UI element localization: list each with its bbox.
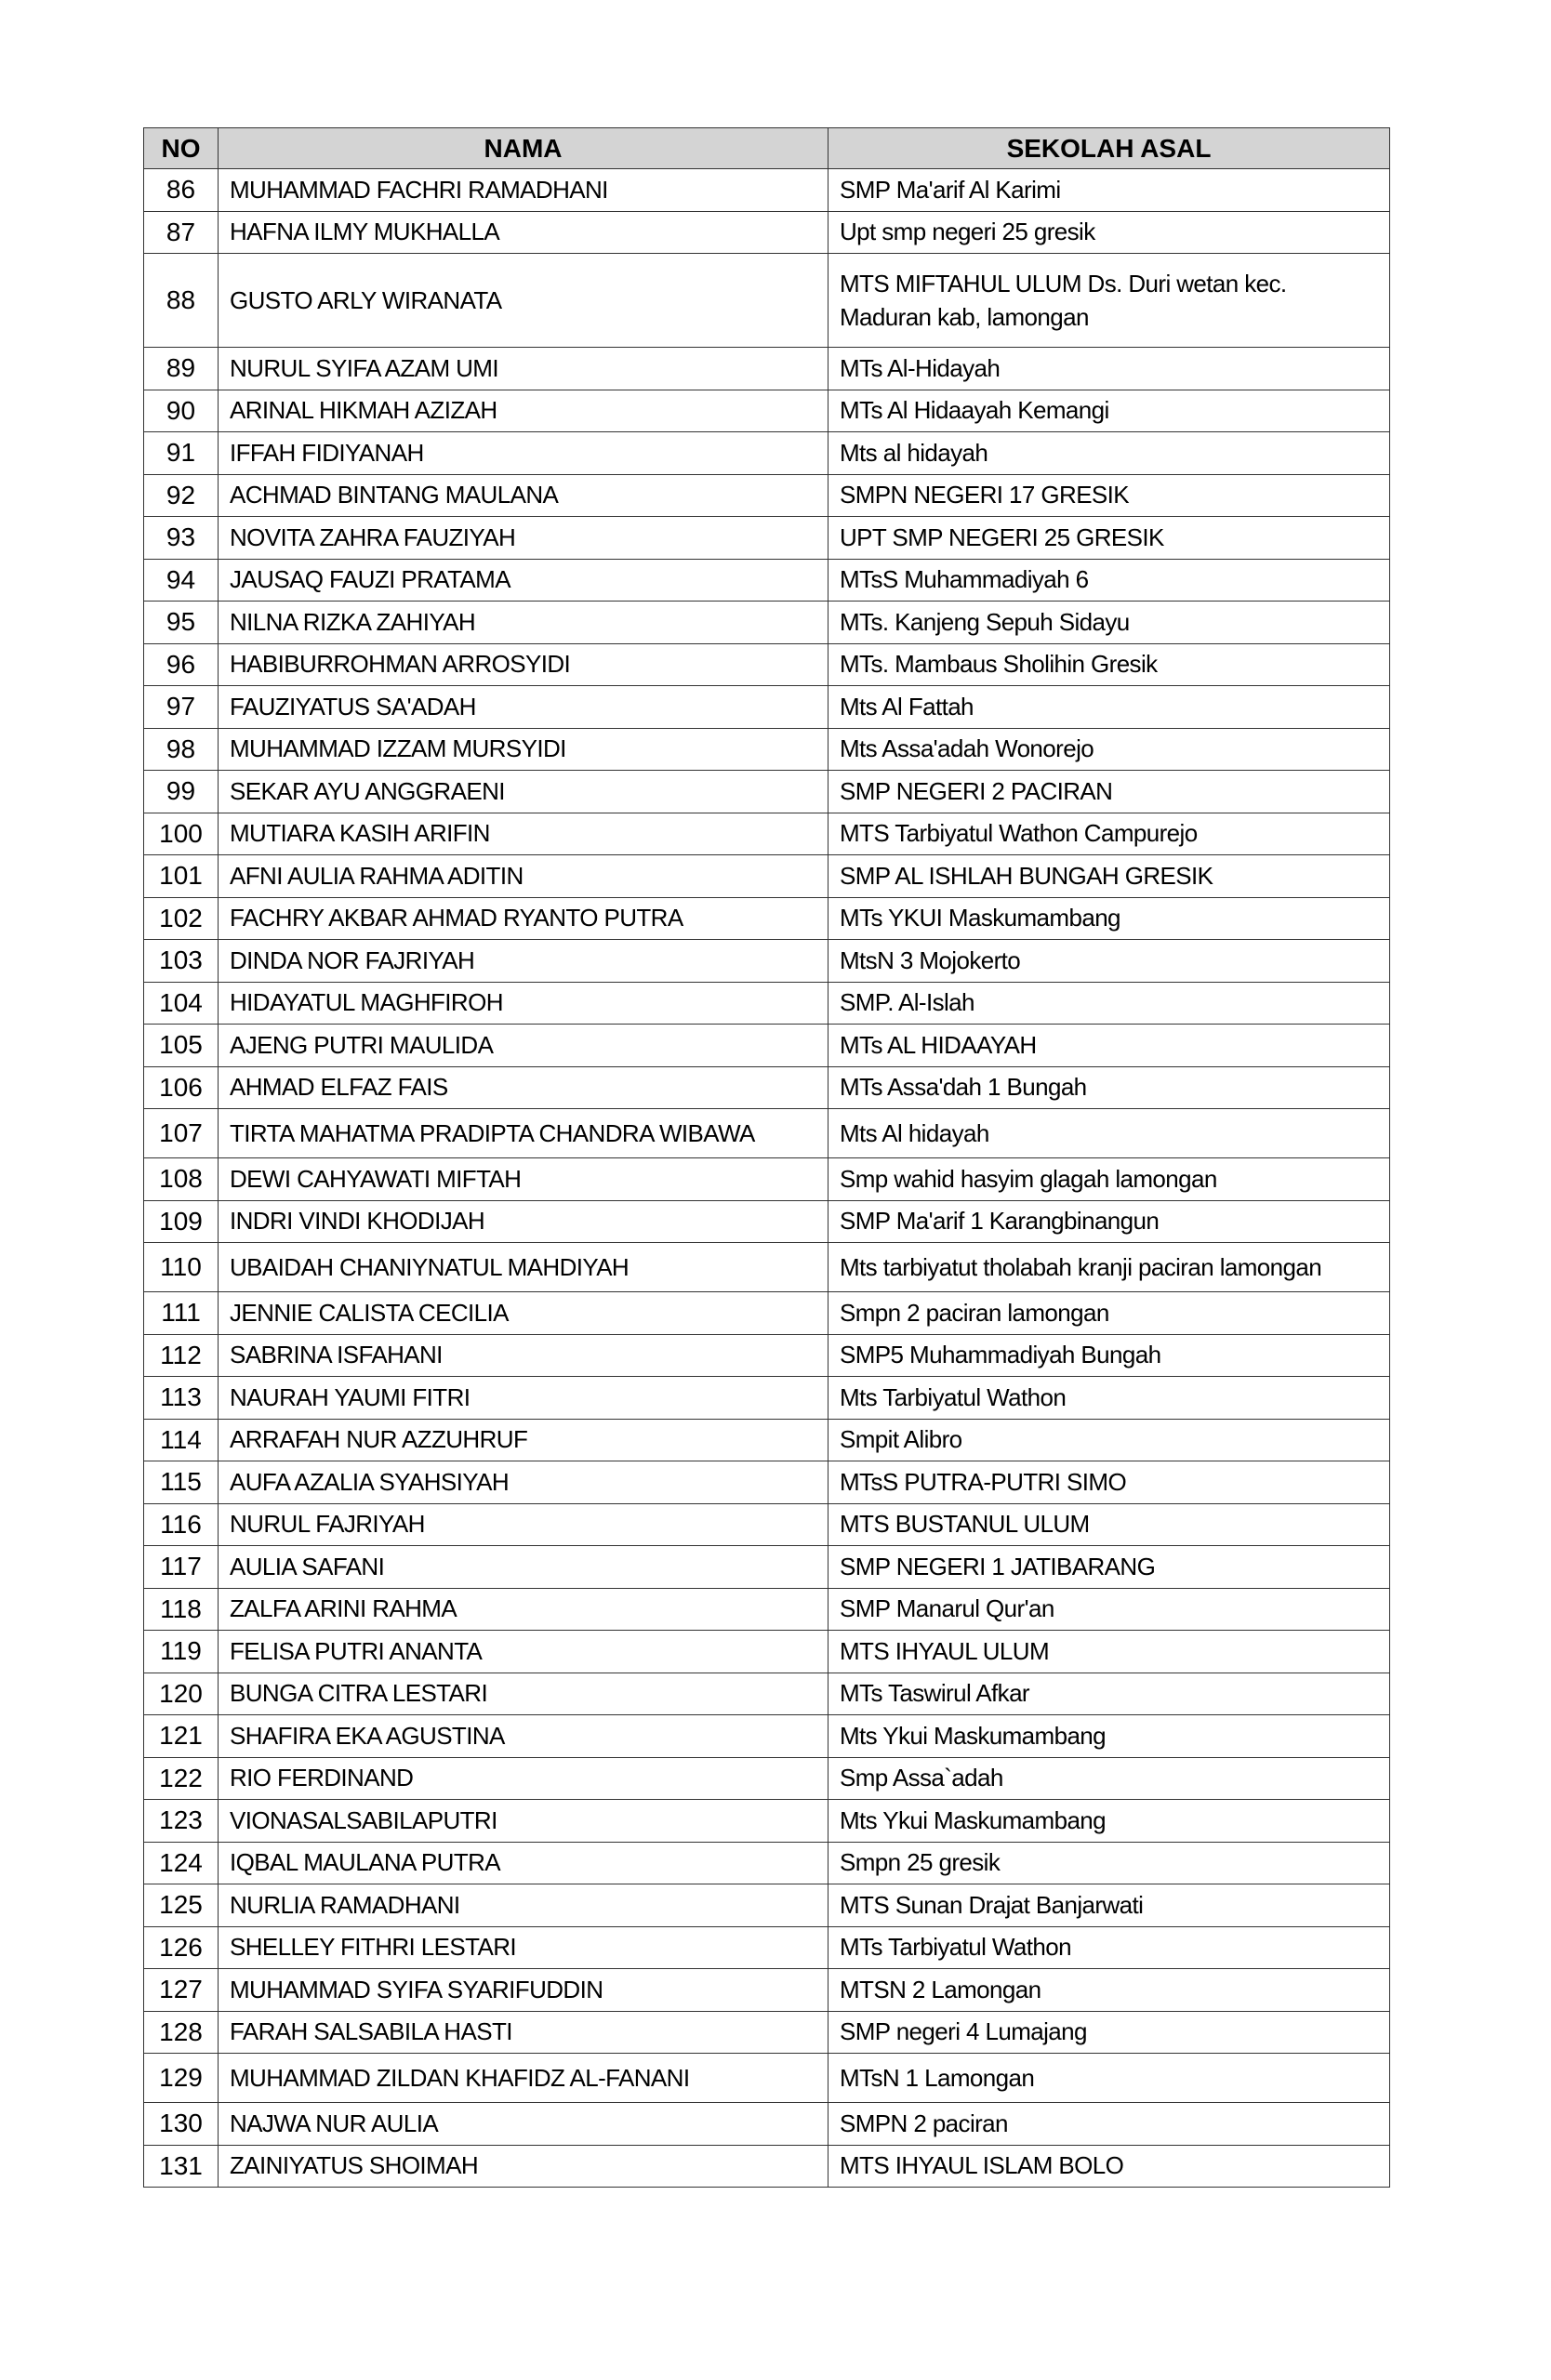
table-row: [144, 474, 1390, 517]
row-number: 122: [144, 1757, 219, 1800]
row-number: 98: [144, 728, 219, 771]
student-name: ZAINIYATUS SHOIMAH: [219, 2145, 829, 2188]
student-name: NAJWA NUR AULIA: [219, 2103, 829, 2146]
table-header-row: [144, 128, 1390, 169]
row-number: 131: [144, 2145, 219, 2188]
school-origin: MtsN 3 Mojokerto: [829, 940, 1390, 983]
row-number: 104: [144, 982, 219, 1025]
student-name: ZALFA ARINI RAHMA: [219, 1588, 829, 1631]
school-origin: SMPN 2 paciran: [829, 2103, 1390, 2146]
row-number: 128: [144, 2011, 219, 2054]
student-name: VIONASALSABILAPUTRI: [219, 1800, 829, 1843]
student-name: MUHAMMAD IZZAM MURSYIDI: [219, 728, 829, 771]
table-row: [144, 348, 1390, 390]
school-origin: SMP Ma'arif 1 Karangbinangun: [829, 1200, 1390, 1243]
table-row: [144, 1715, 1390, 1758]
row-number: 125: [144, 1884, 219, 1927]
student-name: FELISA PUTRI ANANTA: [219, 1631, 829, 1673]
row-number: 116: [144, 1503, 219, 1546]
student-name: AJENG PUTRI MAULIDA: [219, 1025, 829, 1067]
row-number: 87: [144, 211, 219, 254]
table-row: [144, 211, 1390, 254]
student-name: IFFAH FIDIYANAH: [219, 432, 829, 475]
table-row: [144, 1158, 1390, 1201]
row-number: 101: [144, 855, 219, 898]
school-origin: Mts Assa'adah Wonorejo: [829, 728, 1390, 771]
student-name: FACHRY AKBAR AHMAD RYANTO PUTRA: [219, 897, 829, 940]
column-header-no: NO: [144, 128, 219, 169]
table-row: [144, 643, 1390, 686]
row-number: 89: [144, 348, 219, 390]
row-number: 90: [144, 390, 219, 432]
student-name: ACHMAD BINTANG MAULANA: [219, 474, 829, 517]
student-name: SABRINA ISFAHANI: [219, 1334, 829, 1377]
student-name: DINDA NOR FAJRIYAH: [219, 940, 829, 983]
student-name: IQBAL MAULANA PUTRA: [219, 1842, 829, 1884]
column-header-nama: NAMA: [219, 128, 829, 169]
row-number: 94: [144, 559, 219, 602]
school-origin: MTsS Muhammadiyah 6: [829, 559, 1390, 602]
student-name: SEKAR AYU ANGGRAENI: [219, 771, 829, 813]
student-name: NOVITA ZAHRA FAUZIYAH: [219, 517, 829, 560]
row-number: 127: [144, 1969, 219, 2012]
table-row: [144, 1419, 1390, 1461]
school-origin: MTS Tarbiyatul Wathon Campurejo: [829, 813, 1390, 855]
table-row: [144, 1757, 1390, 1800]
school-origin: Mts tarbiyatut tholabah kranji paciran lamongan: [829, 1243, 1390, 1292]
row-number: 96: [144, 643, 219, 686]
school-origin: MTSN 2 Lamongan: [829, 1969, 1390, 2012]
school-origin: MTs Taswirul Afkar: [829, 1673, 1390, 1715]
school-origin: MTsS PUTRA-PUTRI SIMO: [829, 1461, 1390, 1504]
table-row: [144, 432, 1390, 475]
table-row: [144, 1066, 1390, 1109]
school-origin: MTS IHYAUL ULUM: [829, 1631, 1390, 1673]
row-number: 93: [144, 517, 219, 560]
school-origin: SMPN NEGERI 17 GRESIK: [829, 474, 1390, 517]
student-name: JAUSAQ FAUZI PRATAMA: [219, 559, 829, 602]
school-origin: Mts Ykui Maskumambang: [829, 1715, 1390, 1758]
student-name: TIRTA MAHATMA PRADIPTA CHANDRA WIBAWA: [219, 1109, 829, 1158]
student-name: NURUL FAJRIYAH: [219, 1503, 829, 1546]
row-number: 92: [144, 474, 219, 517]
student-table: [143, 127, 1390, 2188]
student-name: NILNA RIZKA ZAHIYAH: [219, 602, 829, 644]
school-origin: Mts Ykui Maskumambang: [829, 1800, 1390, 1843]
table-row: [144, 602, 1390, 644]
table-row: [144, 254, 1390, 348]
student-name: AULIA SAFANI: [219, 1546, 829, 1589]
row-number: 112: [144, 1334, 219, 1377]
school-origin: Smpn 2 paciran lamongan: [829, 1292, 1390, 1335]
school-origin: MTS MIFTAHUL ULUM Ds. Duri wetan kec. Maduran kab, lamongan: [829, 254, 1390, 348]
row-number: 120: [144, 1673, 219, 1715]
school-origin: Smpit Alibro: [829, 1419, 1390, 1461]
school-origin: Smp Assa`adah: [829, 1757, 1390, 1800]
column-header-sekolah-asal: SEKOLAH ASAL: [829, 128, 1390, 169]
student-name: GUSTO ARLY WIRANATA: [219, 254, 829, 348]
row-number: 86: [144, 169, 219, 212]
table-row: [144, 1109, 1390, 1158]
student-name: BUNGA CITRA LESTARI: [219, 1673, 829, 1715]
table-row: [144, 517, 1390, 560]
table-row: [144, 1546, 1390, 1589]
table-row: [144, 1461, 1390, 1504]
row-number: 113: [144, 1377, 219, 1420]
school-origin: SMP Ma'arif Al Karimi: [829, 169, 1390, 212]
row-number: 114: [144, 1419, 219, 1461]
school-origin: Mts Al Fattah: [829, 686, 1390, 729]
row-number: 118: [144, 1588, 219, 1631]
table-row: [144, 1377, 1390, 1420]
row-number: 126: [144, 1926, 219, 1969]
school-origin: MTS Sunan Drajat Banjarwati: [829, 1884, 1390, 1927]
school-origin: SMP AL ISHLAH BUNGAH GRESIK: [829, 855, 1390, 898]
student-name: AHMAD ELFAZ FAIS: [219, 1066, 829, 1109]
table-body: [144, 169, 1390, 2188]
school-origin: MTs Assa'dah 1 Bungah: [829, 1066, 1390, 1109]
row-number: 109: [144, 1200, 219, 1243]
table-row: [144, 855, 1390, 898]
row-number: 108: [144, 1158, 219, 1201]
school-origin: SMP NEGERI 1 JATIBARANG: [829, 1546, 1390, 1589]
row-number: 95: [144, 602, 219, 644]
student-name: HABIBURROHMAN ARROSYIDI: [219, 643, 829, 686]
row-number: 102: [144, 897, 219, 940]
table-row: [144, 1503, 1390, 1546]
table-row: [144, 2145, 1390, 2188]
table-row: [144, 1800, 1390, 1843]
table-row: [144, 1292, 1390, 1335]
table-row: [144, 2011, 1390, 2054]
school-origin: MTs Tarbiyatul Wathon: [829, 1926, 1390, 1969]
school-origin: MTsN 1 Lamongan: [829, 2054, 1390, 2103]
table-row: [144, 728, 1390, 771]
row-number: 100: [144, 813, 219, 855]
table-row: [144, 897, 1390, 940]
school-origin: Mts Tarbiyatul Wathon: [829, 1377, 1390, 1420]
school-origin: MTS BUSTANUL ULUM: [829, 1503, 1390, 1546]
student-name: SHAFIRA EKA AGUSTINA: [219, 1715, 829, 1758]
student-name: NAURAH YAUMI FITRI: [219, 1377, 829, 1420]
table-row: [144, 686, 1390, 729]
row-number: 110: [144, 1243, 219, 1292]
row-number: 119: [144, 1631, 219, 1673]
school-origin: Smpn 25 gresik: [829, 1842, 1390, 1884]
table-row: [144, 2054, 1390, 2103]
student-name: SHELLEY FITHRI LESTARI: [219, 1926, 829, 1969]
row-number: 88: [144, 254, 219, 348]
school-origin: UPT SMP NEGERI 25 GRESIK: [829, 517, 1390, 560]
student-name: DEWI CAHYAWATI MIFTAH: [219, 1158, 829, 1201]
school-origin: MTs. Kanjeng Sepuh Sidayu: [829, 602, 1390, 644]
table-row: [144, 2103, 1390, 2146]
school-origin: SMP5 Muhammadiyah Bungah: [829, 1334, 1390, 1377]
row-number: 97: [144, 686, 219, 729]
table-row: [144, 1631, 1390, 1673]
row-number: 107: [144, 1109, 219, 1158]
table-row: [144, 1884, 1390, 1927]
table-row: [144, 813, 1390, 855]
table-row: [144, 1588, 1390, 1631]
school-origin: Upt smp negeri 25 gresik: [829, 211, 1390, 254]
school-origin: Smp wahid hasyim glagah lamongan: [829, 1158, 1390, 1201]
table-row: [144, 1025, 1390, 1067]
student-name: RIO FERDINAND: [219, 1757, 829, 1800]
student-name: HIDAYATUL MAGHFIROH: [219, 982, 829, 1025]
school-origin: SMP negeri 4 Lumajang: [829, 2011, 1390, 2054]
student-name: MUHAMMAD SYIFA SYARIFUDDIN: [219, 1969, 829, 2012]
student-name: HAFNA ILMY MUKHALLA: [219, 211, 829, 254]
row-number: 99: [144, 771, 219, 813]
student-name: MUTIARA KASIH ARIFIN: [219, 813, 829, 855]
student-name: INDRI VINDI KHODIJAH: [219, 1200, 829, 1243]
row-number: 121: [144, 1715, 219, 1758]
school-origin: SMP. Al-Islah: [829, 982, 1390, 1025]
school-origin: SMP Manarul Qur'an: [829, 1588, 1390, 1631]
school-origin: MTs Al Hidaayah Kemangi: [829, 390, 1390, 432]
school-origin: MTs AL HIDAAYAH: [829, 1025, 1390, 1067]
row-number: 103: [144, 940, 219, 983]
table-row: [144, 1334, 1390, 1377]
student-name: FAUZIYATUS SA'ADAH: [219, 686, 829, 729]
student-name: MUHAMMAD ZILDAN KHAFIDZ AL-FANANI: [219, 2054, 829, 2103]
table-row: [144, 1926, 1390, 1969]
row-number: 129: [144, 2054, 219, 2103]
school-origin: Mts Al hidayah: [829, 1109, 1390, 1158]
student-name: AUFA AZALIA SYAHSIYAH: [219, 1461, 829, 1504]
student-name: MUHAMMAD FACHRI RAMADHANI: [219, 169, 829, 212]
row-number: 123: [144, 1800, 219, 1843]
row-number: 115: [144, 1461, 219, 1504]
row-number: 117: [144, 1546, 219, 1589]
school-origin: SMP NEGERI 2 PACIRAN: [829, 771, 1390, 813]
school-origin: MTS IHYAUL ISLAM BOLO: [829, 2145, 1390, 2188]
row-number: 124: [144, 1842, 219, 1884]
table-row: [144, 771, 1390, 813]
student-name: UBAIDAH CHANIYNATUL MAHDIYAH: [219, 1243, 829, 1292]
table-row: [144, 940, 1390, 983]
table-row: [144, 390, 1390, 432]
school-origin: MTs Al-Hidayah: [829, 348, 1390, 390]
student-name: NURUL SYIFA AZAM UMI: [219, 348, 829, 390]
table-row: [144, 169, 1390, 212]
student-name: NURLIA RAMADHANI: [219, 1884, 829, 1927]
table-row: [144, 982, 1390, 1025]
document-page: [143, 127, 1389, 2188]
table-row: [144, 1200, 1390, 1243]
row-number: 130: [144, 2103, 219, 2146]
school-origin: MTs YKUI Maskumambang: [829, 897, 1390, 940]
student-name: AFNI AULIA RAHMA ADITIN: [219, 855, 829, 898]
school-origin: MTs. Mambaus Sholihin Gresik: [829, 643, 1390, 686]
row-number: 106: [144, 1066, 219, 1109]
student-name: ARRAFAH NUR AZZUHRUF: [219, 1419, 829, 1461]
row-number: 111: [144, 1292, 219, 1335]
school-origin: Mts al hidayah: [829, 432, 1390, 475]
table-row: [144, 1842, 1390, 1884]
table-row: [144, 1243, 1390, 1292]
table-row: [144, 1673, 1390, 1715]
student-name: FARAH SALSABILA HASTI: [219, 2011, 829, 2054]
row-number: 105: [144, 1025, 219, 1067]
student-name: ARINAL HIKMAH AZIZAH: [219, 390, 829, 432]
student-name: JENNIE CALISTA CECILIA: [219, 1292, 829, 1335]
table-row: [144, 559, 1390, 602]
table-row: [144, 1969, 1390, 2012]
row-number: 91: [144, 432, 219, 475]
